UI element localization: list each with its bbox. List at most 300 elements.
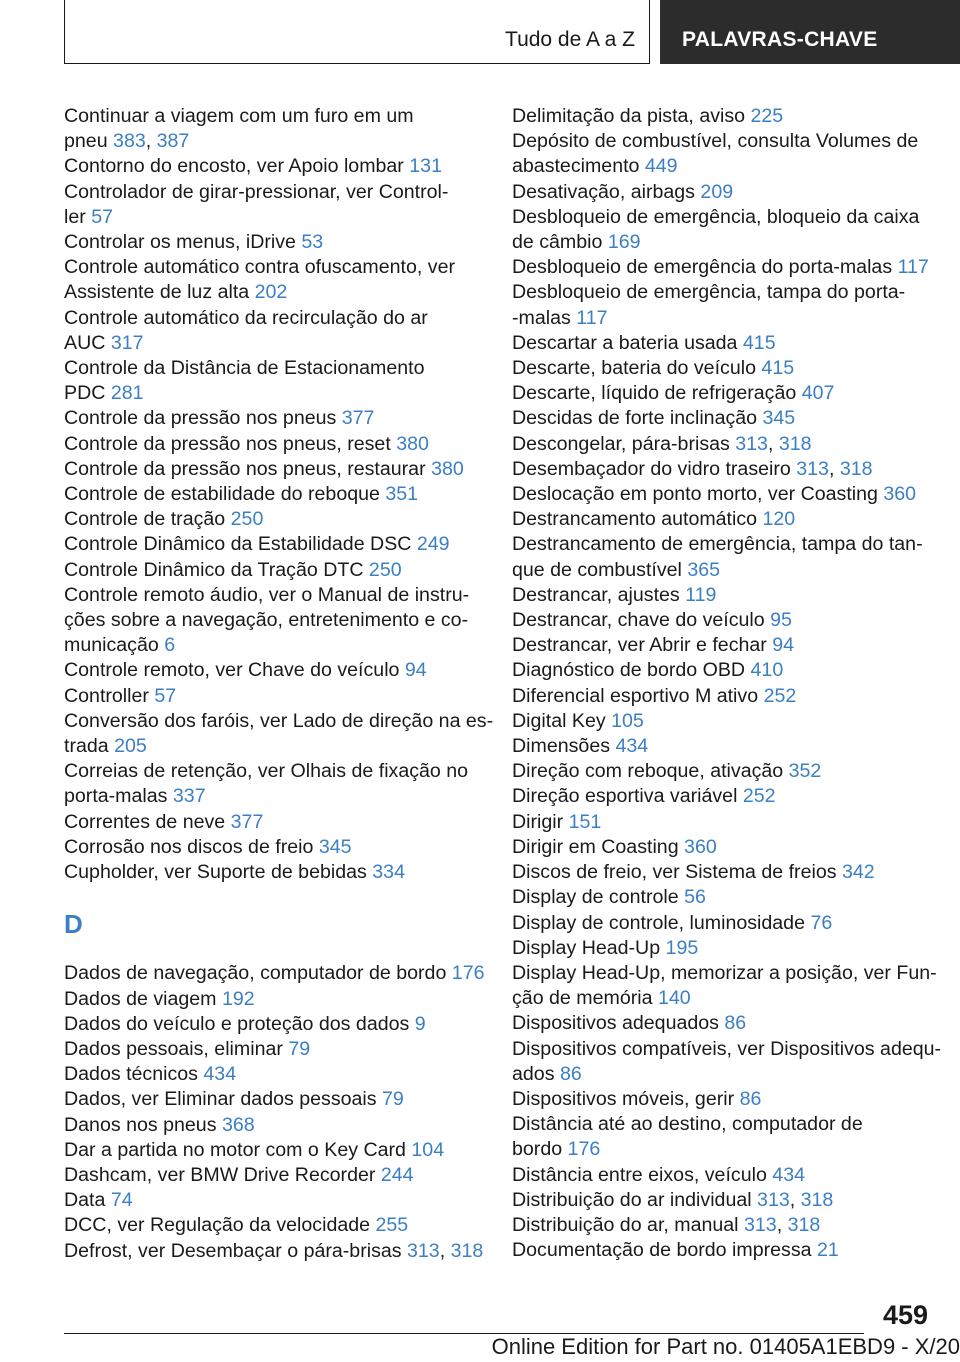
index-entry: [64, 835, 484, 860]
page-link[interactable]: 281: [110, 382, 144, 405]
index-entry: [512, 1238, 932, 1263]
entry-text: Descarte, bateria do veículo: [512, 357, 762, 380]
index-entry: [64, 1213, 484, 1238]
entry-line: [64, 306, 484, 331]
page-link[interactable]: 53: [301, 231, 324, 254]
page-link[interactable]: 345: [762, 407, 796, 430]
entry-text: Controle Dinâmico da Tração DTC: [64, 558, 369, 581]
page-link[interactable]: 95: [770, 609, 792, 632]
page-link[interactable]: 79: [382, 1088, 404, 1111]
entry-text: Controller: [64, 684, 155, 707]
index-entry: [64, 255, 484, 305]
entry-line: [64, 457, 484, 482]
page-link[interactable]: 117: [576, 306, 608, 329]
entry-text: Controle automático contra ofuscamento, ver: [64, 256, 455, 279]
entry-line: [512, 684, 932, 709]
page-link[interactable]: 131: [409, 155, 442, 178]
entry-line: [64, 583, 484, 608]
entry-line: [64, 129, 484, 154]
entry-text: Cupholder, ver Suporte de bebidas: [64, 861, 373, 884]
page-link[interactable]: 380: [431, 457, 464, 480]
entry-line: [512, 507, 932, 532]
page-link[interactable]: 313: [407, 1239, 440, 1262]
entry-text: Controle da pressão nos pneus: [64, 407, 342, 430]
entry-line: [64, 381, 484, 406]
index-entry: [64, 558, 484, 583]
page-header: [0, 0, 960, 66]
entry-line: [64, 810, 484, 835]
page-link[interactable]: 104: [411, 1138, 445, 1161]
entry-line: [512, 759, 932, 784]
page-link[interactable]: 76: [810, 911, 833, 934]
index-entry: [64, 1012, 484, 1037]
entry-line: [512, 1112, 932, 1137]
entry-line: [512, 180, 932, 205]
index-entry: [64, 104, 484, 154]
entry-line: [64, 1012, 484, 1037]
entry-line: [512, 1213, 932, 1238]
page-link[interactable]: 434: [615, 735, 649, 758]
entry-line: [512, 1238, 932, 1263]
page-link[interactable]: 176: [451, 962, 485, 985]
entry-text: Destrancar, ajustes: [512, 583, 686, 606]
page-link[interactable]: 255: [375, 1214, 409, 1237]
index-entry: [64, 180, 484, 230]
entry-text: Descartar a bateria usada: [512, 331, 743, 354]
page-separator: ,: [145, 130, 157, 153]
entry-text: -malas: [512, 306, 577, 329]
index-entry: [512, 129, 932, 179]
page-link[interactable]: 365: [687, 558, 721, 581]
page-link[interactable]: 120: [762, 508, 796, 531]
index-entry: [512, 784, 932, 809]
index-entry: [64, 432, 484, 457]
page-link[interactable]: 352: [788, 760, 822, 783]
entry-text: AUC: [64, 331, 111, 354]
entry-line: [512, 709, 932, 734]
index-column-left: [64, 104, 494, 1264]
entry-text: Display de controle, luminosidade: [512, 911, 811, 934]
page-link[interactable]: 140: [657, 987, 691, 1010]
entry-text: DCC, ver Regulação da velocidade: [64, 1214, 376, 1237]
entry-text: Descarte, líquido de refrigeração: [512, 382, 802, 405]
index-list-d-continued: [512, 104, 942, 1263]
index-entry: [512, 482, 932, 507]
page-link[interactable]: 86: [559, 1062, 582, 1085]
index-entry: [64, 1087, 484, 1112]
entry-text: Display de controle: [512, 886, 685, 909]
page-link[interactable]: 250: [368, 558, 402, 581]
entry-line: [512, 482, 932, 507]
index-entry: [512, 911, 932, 936]
entry-text: Corrosão nos discos de freio: [64, 835, 319, 858]
entry-text: ados: [512, 1062, 560, 1085]
entry-line: [64, 1062, 484, 1087]
entry-line: [512, 331, 932, 356]
page-link[interactable]: 334: [372, 861, 405, 884]
entry-line: [64, 734, 484, 759]
entry-text: Desbloqueio de emergência, tampa do porta-: [512, 281, 906, 304]
index-entry: [512, 936, 932, 961]
entry-text: Data: [64, 1189, 111, 1212]
entry-line: [512, 810, 932, 835]
header-tab: [660, 0, 960, 64]
entry-line: [512, 1037, 942, 1062]
page-link[interactable]: 407: [801, 382, 835, 405]
entry-text: Descidas de forte inclinação: [512, 407, 763, 430]
page-link[interactable]: 225: [750, 105, 784, 127]
index-entry: [64, 406, 484, 431]
entry-line: [64, 709, 494, 734]
entry-text: Dirigir: [512, 810, 569, 833]
entry-line: [512, 129, 932, 154]
index-entry: [512, 406, 932, 431]
entry-text: Dados, ver Eliminar dados pessoais: [64, 1088, 383, 1111]
entry-text: Desativação, airbags: [512, 180, 701, 203]
entry-text: Controle de tração: [64, 508, 231, 531]
page-link[interactable]: 360: [883, 483, 917, 506]
entry-text: Diferencial esportivo M ativo: [512, 684, 764, 707]
index-entry: [512, 835, 932, 860]
page-link[interactable]: 318: [450, 1239, 484, 1262]
index-entry: [64, 482, 484, 507]
entry-line: [512, 432, 932, 457]
page-link[interactable]: 380: [396, 432, 429, 455]
entry-line: [512, 558, 932, 583]
index-entry: [512, 507, 932, 532]
page-link[interactable]: 202: [254, 281, 288, 304]
page-link[interactable]: 383: [113, 130, 146, 153]
entry-text: Descongelar, pára-brisas: [512, 432, 736, 455]
entry-text: Distribuição do ar, manual: [512, 1213, 744, 1236]
entry-text: municação: [64, 634, 165, 657]
page-link[interactable]: 169: [607, 231, 641, 254]
entry-text: Distância entre eixos, veículo: [512, 1163, 773, 1186]
entry-text: Direção com reboque, ativação: [512, 760, 789, 783]
entry-text: Defrost, ver Desembaçar o pára-brisas: [64, 1239, 408, 1262]
entry-text: Documentação de bordo impressa: [512, 1239, 817, 1262]
entry-line: [64, 331, 484, 356]
page-link[interactable]: 345: [318, 835, 352, 858]
entry-text: Depósito de combustível, consulta Volumes de: [512, 130, 919, 153]
entry-line: [64, 280, 484, 305]
page-link[interactable]: 250: [230, 508, 264, 531]
page-link[interactable]: 313: [757, 1188, 790, 1211]
entry-line: [64, 432, 484, 457]
entry-text: Correntes de neve: [64, 810, 231, 833]
entry-text: ler: [64, 205, 92, 228]
page-link[interactable]: 368: [221, 1113, 255, 1136]
index-entry: [64, 230, 484, 255]
index-entry: [64, 532, 484, 557]
page-link[interactable]: 313: [735, 432, 768, 455]
index-entry: [512, 532, 932, 582]
entry-text: de câmbio: [512, 231, 608, 254]
entry-line: [64, 633, 484, 658]
index-entry: [64, 154, 484, 179]
index-entry: [512, 583, 932, 608]
index-entry: [512, 331, 932, 356]
entry-line: [64, 860, 484, 885]
index-entry: [64, 1037, 484, 1062]
page-link[interactable]: 57: [91, 205, 114, 228]
entry-line: [64, 608, 484, 633]
index-column-right: [512, 104, 942, 1263]
index-entry: [512, 684, 932, 709]
page-separator: ,: [767, 432, 779, 455]
page-link[interactable]: 56: [684, 886, 706, 909]
entry-line: [64, 1163, 484, 1188]
page-link[interactable]: 434: [772, 1163, 805, 1186]
entry-text: Dados de viagem: [64, 987, 222, 1010]
index-entry: [512, 709, 932, 734]
entry-line: [512, 608, 932, 633]
index-entry: [64, 1163, 484, 1188]
entry-text: Dashcam, ver BMW Drive Recorder: [64, 1163, 381, 1186]
entry-text: Dados pessoais, eliminar: [64, 1037, 289, 1060]
entry-text: Direção esportiva variável: [512, 785, 743, 808]
page-link[interactable]: 449: [644, 155, 678, 178]
page-link[interactable]: 74: [110, 1189, 133, 1212]
entry-text: abastecimento: [512, 155, 645, 178]
entry-text: pneu: [64, 130, 114, 153]
index-list-d: [64, 961, 484, 1263]
page-link[interactable]: 318: [787, 1213, 821, 1236]
page-separator: ,: [828, 457, 840, 480]
entry-line: [64, 961, 485, 986]
entry-line: [64, 507, 484, 532]
entry-text: Controle remoto áudio, ver o Manual de instru-: [64, 583, 470, 606]
entry-text: Dirigir em Coasting: [512, 835, 685, 858]
index-entry: [512, 1213, 932, 1238]
entry-text: Continuar a viagem com um furo em um: [64, 105, 414, 127]
entry-line: [64, 784, 484, 809]
page-link[interactable]: 192: [221, 987, 255, 1010]
page-link[interactable]: 249: [416, 533, 450, 556]
index-entry: [512, 633, 932, 658]
page-link[interactable]: 313: [743, 1213, 777, 1236]
page-separator: ,: [776, 1213, 788, 1236]
entry-text: Desbloqueio de emergência do porta-malas: [512, 256, 898, 279]
entry-text: Danos nos pneus: [64, 1113, 222, 1136]
entry-text: Controle da Distância de Estacionamento: [64, 357, 425, 380]
page-link[interactable]: 351: [385, 483, 419, 506]
entry-line: [64, 255, 484, 280]
entry-line: [512, 911, 932, 936]
entry-line: [64, 1213, 484, 1238]
entry-text: Digital Key: [512, 709, 612, 732]
page-link[interactable]: 117: [897, 256, 929, 279]
page-link[interactable]: 377: [230, 810, 264, 833]
entry-text: Desembaçador do vidro traseiro: [512, 457, 797, 480]
index-entry: [512, 205, 932, 255]
page-link[interactable]: 318: [778, 432, 812, 455]
page-separator: ,: [789, 1188, 801, 1211]
page-link[interactable]: 244: [380, 1163, 414, 1186]
page-link[interactable]: 434: [203, 1063, 237, 1086]
index-entry: [64, 658, 484, 683]
entry-line: [64, 104, 484, 129]
entry-line: [64, 1138, 484, 1163]
entry-line: [512, 381, 932, 406]
page-link[interactable]: 387: [156, 130, 190, 153]
entry-line: [512, 457, 932, 482]
entry-line: [64, 180, 484, 205]
entry-text: ções sobre a navegação, entretenimento e co-: [64, 609, 469, 632]
index-entry: [512, 356, 932, 381]
index-entry: [64, 1062, 484, 1087]
index-entry: [64, 583, 484, 659]
page-link[interactable]: 313: [796, 457, 829, 480]
index-entry: [64, 1239, 484, 1264]
entry-line: [64, 482, 484, 507]
index-entry: [64, 759, 484, 809]
page-link[interactable]: 415: [742, 331, 776, 354]
entry-text: Controle de estabilidade do reboque: [64, 483, 386, 506]
index-entry: [512, 759, 932, 784]
entry-text: Controle remoto, ver Chave do veículo: [64, 659, 405, 682]
entry-text: Controle automático da recirculação do ar: [64, 306, 428, 329]
index-entry: [512, 734, 932, 759]
entry-text: Discos de freio, ver Sistema de freios: [512, 861, 842, 884]
index-entry: [512, 280, 932, 330]
entry-line: [64, 835, 484, 860]
index-entry: [512, 658, 932, 683]
footer-edition: Online Edition for Part no. 01405A1EBD9 - X/20: [491, 1334, 960, 1359]
page-number: 459: [882, 1300, 928, 1330]
entry-line: [512, 104, 932, 129]
index-entry: [64, 987, 484, 1012]
page-link[interactable]: 342: [841, 861, 875, 884]
entry-line: [512, 255, 932, 280]
index-entry: [512, 255, 932, 280]
entry-text: Destrancamento automático: [512, 508, 763, 531]
page-link[interactable]: 252: [763, 684, 797, 707]
page-link[interactable]: 119: [685, 583, 717, 606]
section-title: Tudo de A a Z: [505, 28, 635, 51]
header-section-box: [64, 0, 650, 64]
page-link[interactable]: 209: [700, 180, 734, 203]
page-link[interactable]: 205: [114, 735, 147, 758]
index-entry: [512, 860, 932, 885]
page-link[interactable]: 105: [611, 709, 644, 732]
entry-line: [64, 558, 484, 583]
index-entry: [64, 507, 484, 532]
entry-text: que de combustível: [512, 558, 688, 581]
section-letter: D: [64, 909, 83, 940]
entry-line: [64, 406, 484, 431]
entry-line: [512, 583, 932, 608]
page-link[interactable]: 94: [772, 634, 795, 657]
index-entry: [512, 381, 932, 406]
tab-label: PALAVRAS-CHAVE: [682, 28, 878, 51]
entry-line: [512, 1163, 932, 1188]
page-separator: ,: [439, 1239, 451, 1262]
entry-line: [512, 1137, 932, 1162]
entry-line: [512, 406, 932, 431]
index-entry: [64, 709, 494, 759]
index-entry: [64, 810, 484, 835]
entry-text: PDC: [64, 382, 111, 405]
entry-text: Controle Dinâmico da Estabilidade DSC: [64, 533, 417, 556]
entry-text: Delimitação da pista, aviso: [512, 105, 751, 127]
page-link[interactable]: 6: [164, 634, 176, 657]
entry-text: Destrancamento de emergência, tampa do tan-: [512, 533, 923, 556]
entry-text: Controlar os menus, iDrive: [64, 231, 302, 254]
entry-text: Contorno do encosto, ver Apoio lombar: [64, 155, 410, 178]
index-entry: [64, 961, 484, 986]
index-entry: [512, 1037, 942, 1087]
page-link[interactable]: 252: [742, 785, 776, 808]
index-entry: [512, 1188, 932, 1213]
index-entry: [512, 1011, 932, 1036]
page-link[interactable]: 337: [172, 785, 206, 808]
page-link[interactable]: 86: [724, 1012, 747, 1035]
entry-line: [512, 986, 932, 1011]
entry-text: Dimensões: [512, 735, 616, 758]
entry-text: Display Head-Up, memorizar a posição, ver Fun-: [512, 961, 937, 984]
entry-line: [512, 835, 932, 860]
entry-text: Dar a partida no motor com o Key Card: [64, 1138, 412, 1161]
page-link[interactable]: 377: [341, 407, 375, 430]
entry-line: [64, 356, 484, 381]
entry-line: [64, 205, 484, 230]
index-entry: [512, 810, 932, 835]
index-entry: [512, 1163, 932, 1188]
entry-line: [64, 684, 484, 709]
index-entry: [64, 457, 484, 482]
entry-line: [512, 860, 932, 885]
page-link[interactable]: 318: [800, 1188, 834, 1211]
page-link[interactable]: 94: [404, 659, 427, 682]
index-entry: [512, 608, 932, 633]
page-link[interactable]: 86: [739, 1087, 762, 1110]
index-entry: [64, 860, 484, 885]
page-link[interactable]: 57: [154, 684, 177, 707]
entry-line: [64, 154, 484, 179]
entry-line: [64, 1239, 484, 1264]
entry-line: [512, 356, 932, 381]
entry-text: Controle da pressão nos pneus, restaurar: [64, 457, 432, 480]
page-link[interactable]: 317: [110, 331, 144, 354]
entry-line: [512, 936, 932, 961]
entry-line: [512, 961, 937, 986]
entry-text: Desbloqueio de emergência, bloqueio da caixa: [512, 205, 920, 228]
index-entry: [512, 432, 932, 457]
page-link[interactable]: 151: [568, 810, 602, 833]
entry-text: Dados técnicos: [64, 1063, 204, 1086]
entry-line: [64, 532, 484, 557]
index-entry: [512, 961, 937, 1011]
entry-text: Destrancar, chave do veículo: [512, 609, 771, 632]
page-link[interactable]: 195: [665, 936, 699, 959]
page-link[interactable]: 318: [839, 457, 873, 480]
entry-text: Dados de navegação, computador de bordo: [64, 962, 452, 985]
page-link[interactable]: 415: [761, 357, 795, 380]
page-link[interactable]: 410: [750, 659, 784, 682]
entry-text: Distância até ao destino, computador de: [512, 1113, 863, 1136]
index-entry: [512, 104, 932, 129]
page-link[interactable]: 360: [684, 835, 717, 858]
page-link[interactable]: 79: [288, 1037, 311, 1060]
page-link[interactable]: 21: [816, 1239, 839, 1262]
page-link[interactable]: 9: [414, 1012, 426, 1035]
index-entry: [64, 1188, 484, 1213]
index-list-c: [64, 104, 494, 885]
page-link[interactable]: 176: [567, 1138, 601, 1161]
entry-line: [64, 759, 484, 784]
index-entry: [64, 1138, 484, 1163]
